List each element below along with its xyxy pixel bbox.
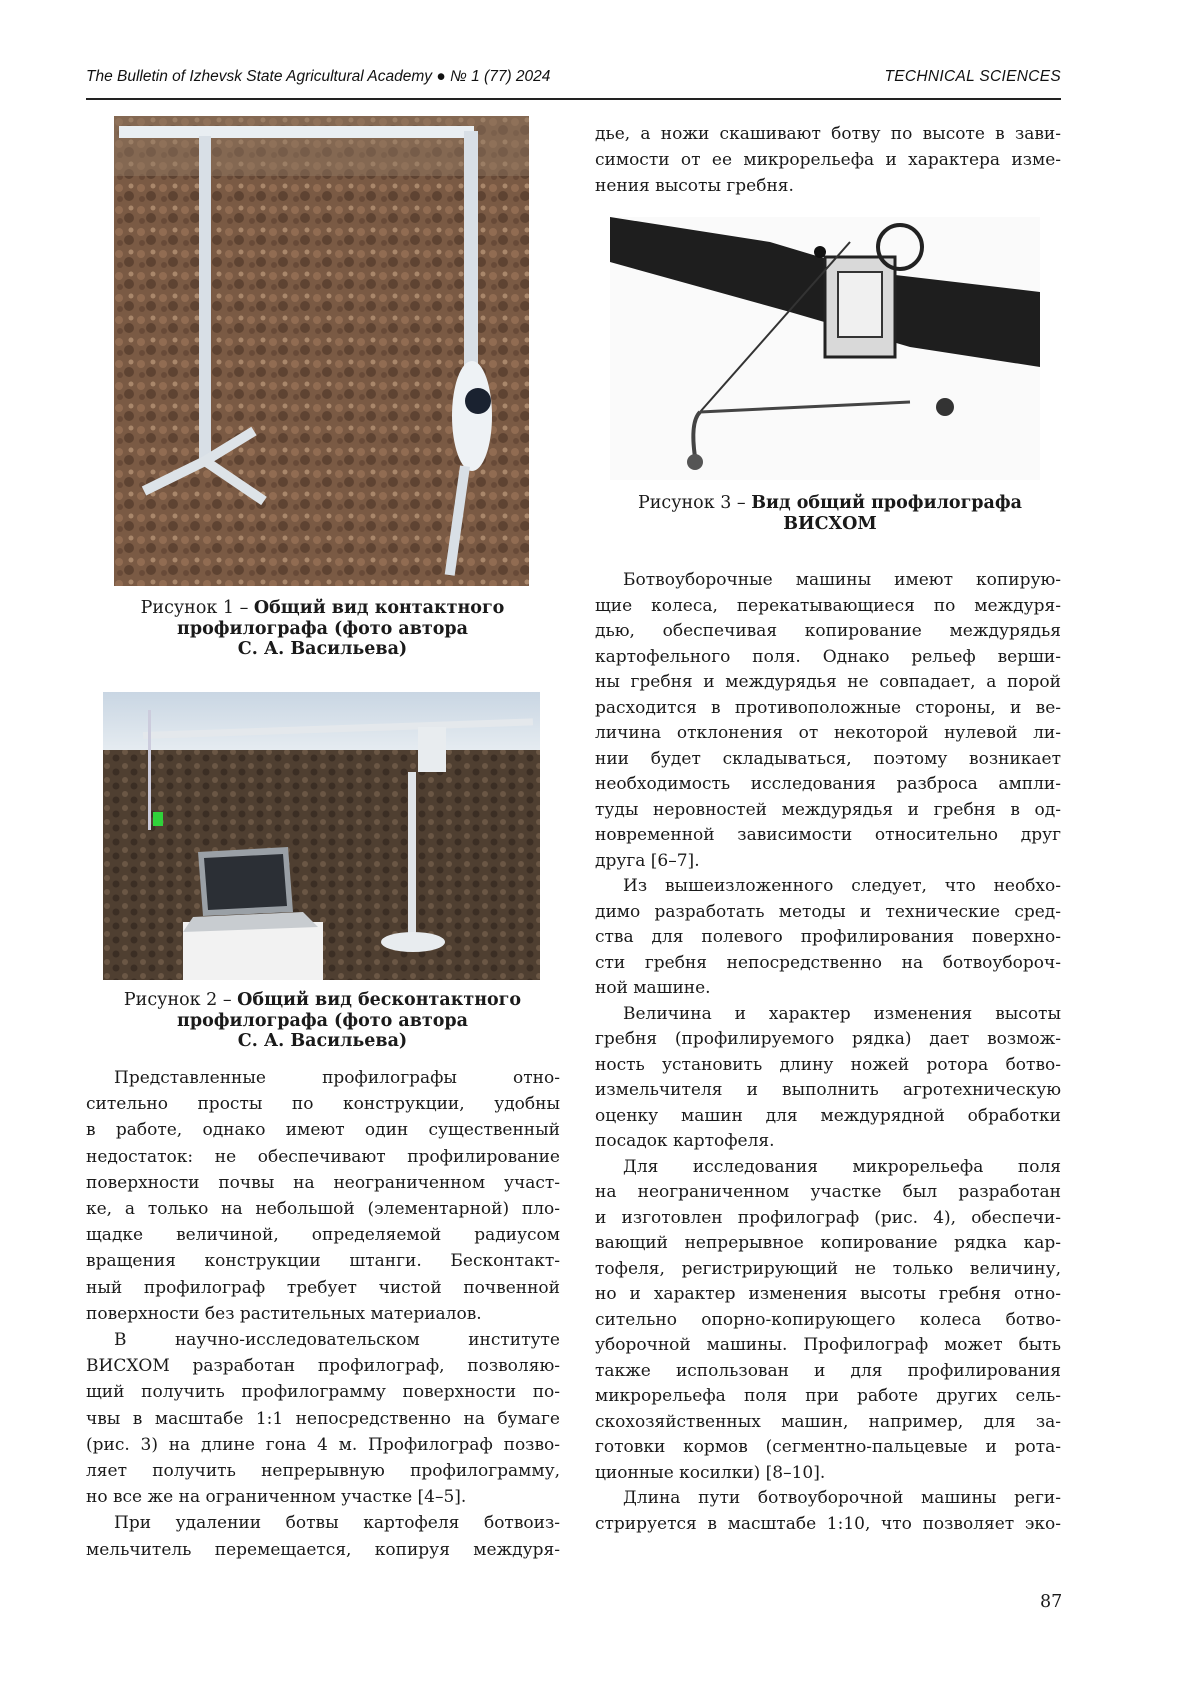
text-line: ность установить длину ножей ротора ботво-: [595, 1055, 1061, 1081]
text-line: измельчителя и выполнить агротехническую: [595, 1080, 1061, 1106]
text-line: ный профилограф требует чистой почвенной: [86, 1278, 560, 1304]
text-line: сти гребня непосредственно на ботвоубороч-: [595, 953, 1061, 979]
text-line: расходится в противоположные стороны, и ве-: [595, 698, 1061, 724]
text-line: Величина и характер изменения высоты: [595, 1004, 1061, 1030]
figure-1-caption: Рисунок 1 – Общий вид контактного профилографа (фото автора С. А. Васильева): [100, 598, 545, 660]
text-line: но все же на ограниченном участке [4–5].: [86, 1487, 560, 1513]
text-line: мельчитель перемещается, копируя междуря-: [86, 1540, 560, 1566]
text-line: сительно просты по конструкции, удобны: [86, 1094, 560, 1120]
figure-2-caption: Рисунок 2 – Общий вид бесконтактного профилографа (фото автора С. А. Васильева): [100, 990, 545, 1052]
text-line: скохозяйственных машин, например, для за-: [595, 1412, 1061, 1438]
text-line: вающий непрерывное копирование рядка кар-: [595, 1233, 1061, 1259]
journal-title: The Bulletin of Izhevsk State Agricultural Academy ● № 1 (77) 2024: [86, 68, 550, 86]
text-line: щие колеса, перекатывающиеся по междуря-: [595, 596, 1061, 622]
text-line: ляет получить непрерывную профилограмму,: [86, 1461, 560, 1487]
text-line: и изготовлен профилограф (рис. 4), обеспечи-: [595, 1208, 1061, 1234]
text-line: поверхности без растительных материалов.: [86, 1304, 560, 1330]
text-line: тофеля, регистрирующий не только величину,: [595, 1259, 1061, 1285]
text-line: сительно опорно-копирующего колеса ботво-: [595, 1310, 1061, 1336]
text-line: новременной зависимости относительно друг: [595, 825, 1061, 851]
text-line: Длина пути ботвоуборочной машины реги-: [595, 1488, 1061, 1514]
figure-1-photo: [114, 116, 529, 586]
text-line: нии будет складываться, поэтому возникает: [595, 749, 1061, 775]
text-line: гребня (профилируемого рядка) дает возмож-: [595, 1029, 1061, 1055]
text-line: в работе, однако имеют один существенный: [86, 1120, 560, 1146]
text-line: Для исследования микрорельефа поля: [595, 1157, 1061, 1183]
text-line: необходимость исследования разброса ампли-: [595, 774, 1061, 800]
figure-2-photo: [103, 692, 540, 980]
text-line: друга [6–7].: [595, 851, 1061, 877]
text-line: В научно-исследовательском институте: [86, 1330, 560, 1356]
text-line: готовки кормов (сегментно-пальцевые и рота-: [595, 1437, 1061, 1463]
text-line: Ботвоуборочные машины имеют копирую-: [595, 570, 1061, 596]
text-line: на неограниченном участке был разработан: [595, 1182, 1061, 1208]
text-line: Представленные профилографы отно-: [86, 1068, 560, 1094]
text-line: При удалении ботвы картофеля ботвоиз-: [86, 1513, 560, 1539]
text-line: дье, а ножи скашивают ботву по высоте в зави-: [595, 124, 1061, 150]
text-line: туды неровностей междурядья и гребня в од-: [595, 800, 1061, 826]
text-line: вращения конструкции штанги. Бесконтакт-: [86, 1251, 560, 1277]
text-line: уборочной машины. Профилограф может быть: [595, 1335, 1061, 1361]
text-line: картофельного поля. Однако рельеф верши-: [595, 647, 1061, 673]
text-line: ке, а только на небольшой (элементарной) пло-: [86, 1199, 560, 1225]
figure-3-caption: Рисунок 3 – Вид общий профилографа ВИСХОМ: [600, 493, 1060, 534]
text-line: ционные косилки) [8–10].: [595, 1463, 1061, 1489]
figure-3-drawing: [610, 217, 1040, 480]
text-line: стрируется в масштабе 1:10, что позволяет эко-: [595, 1514, 1061, 1540]
text-line: ства для полевого профилирования поверхно-: [595, 927, 1061, 953]
text-line: димо разработать методы и технические сред-: [595, 902, 1061, 928]
text-line: ВИСХОМ разработан профилограф, позволяю-: [86, 1356, 560, 1382]
page-number: 87: [1040, 1592, 1062, 1612]
text-line: недостаток: не обеспечивают профилирование: [86, 1147, 560, 1173]
text-line: ной машине.: [595, 978, 1061, 1004]
text-line: чвы в масштабе 1:1 непосредственно на бумаге: [86, 1409, 560, 1435]
text-line: личина отклонения от некоторой нулевой ли-: [595, 723, 1061, 749]
text-line: также использован и для профилирования: [595, 1361, 1061, 1387]
text-line: щий получить профилограмму поверхности по-: [86, 1382, 560, 1408]
text-line: но и характер изменения высоты гребня отно-: [595, 1284, 1061, 1310]
text-line: Из вышеизложенного следует, что необхо-: [595, 876, 1061, 902]
text-line: (рис. 3) на длине гона 4 м. Профилограф позво-: [86, 1435, 560, 1461]
text-line: поверхности почвы на неограниченном участ-: [86, 1173, 560, 1199]
text-line: микрорельефа поля при работе других сель-: [595, 1386, 1061, 1412]
section-title: TECHNICAL SCIENCES: [884, 68, 1061, 86]
text-line: оценку машин для междурядной обработки: [595, 1106, 1061, 1132]
text-line: нения высоты гребня.: [595, 176, 1061, 202]
text-line: дью, обеспечивая копирование междурядья: [595, 621, 1061, 647]
text-line: ны гребня и междурядья не совпадает, а порой: [595, 672, 1061, 698]
text-line: симости от ее микрорельефа и характера изме-: [595, 150, 1061, 176]
header-rule: [86, 98, 1061, 100]
text-line: посадок картофеля.: [595, 1131, 1061, 1157]
text-line: щадке величиной, определяемой радиусом: [86, 1225, 560, 1251]
